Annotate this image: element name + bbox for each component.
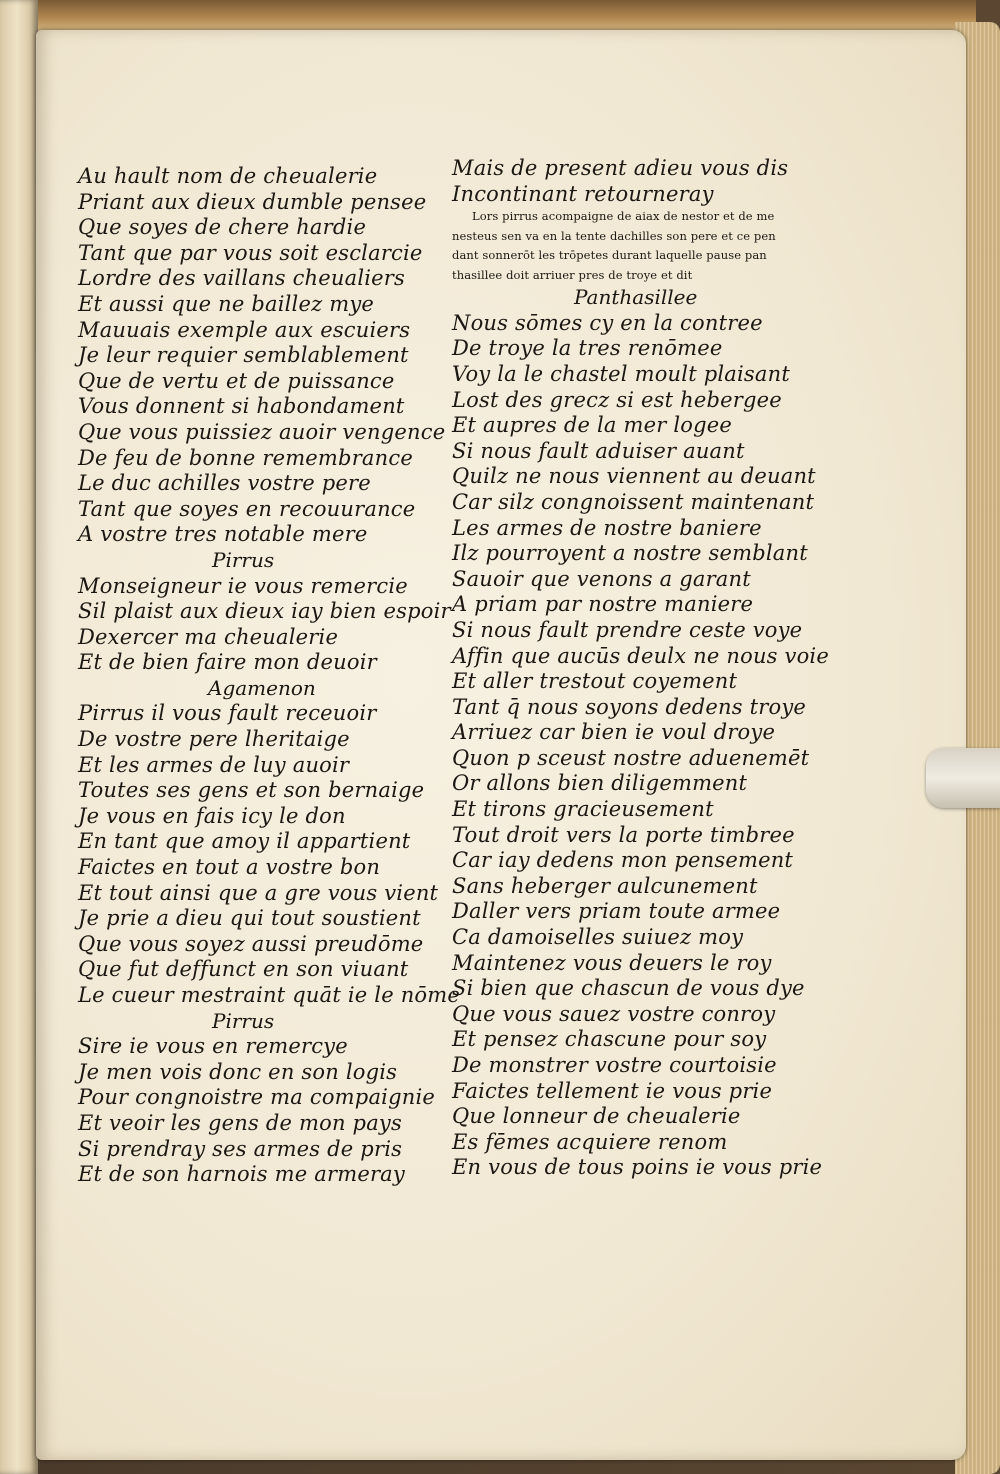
- verse-line: Si bien que chascun de vous dye: [452, 976, 805, 1001]
- verse-line: Et tout ainsi que a gre vous vient: [78, 880, 439, 905]
- verse-line: Monseigneur ie vous remercie: [78, 573, 408, 598]
- verse-line: Le duc achilles vostre pere: [78, 471, 371, 496]
- right-top-verse: [452, 156, 832, 207]
- verse-line: Que lonneur de cheualerie: [452, 1104, 741, 1129]
- verse-line: Sire ie vous en remercye: [78, 1034, 348, 1059]
- verse-line: Toutes ses gens et son bernaige: [78, 778, 425, 803]
- bookmark-tab: [926, 748, 1000, 808]
- verse-line: Quilz ne nous viennent au deuant: [452, 464, 816, 489]
- verse-line: Incontinant retourneray: [452, 181, 714, 206]
- verse-line: Faictes tellement ie vous prie: [452, 1078, 773, 1103]
- verse-line: Maintenez vous deuers le roy: [452, 950, 772, 975]
- verse-line: Ilz pourroyent a nostre semblant: [452, 541, 808, 566]
- prose-line: nesteus sen va en la tente dachilles son pere et ce pen: [452, 228, 776, 243]
- prose-line: thasillee doit arriuer pres de troye et dit: [452, 267, 693, 282]
- verse-line: Que soyes de chere hardie: [78, 215, 367, 240]
- verse-line: Et pensez chascune pour soy: [452, 1027, 767, 1052]
- verse-line: A vostre tres notable mere: [78, 522, 368, 547]
- verse-line: Et aller trestout coyement: [452, 669, 738, 694]
- verse-line: Au hault nom de cheualerie: [78, 164, 378, 188]
- verse-line: A priam par nostre maniere: [452, 592, 754, 617]
- verse-line: De troye la tres renōmee: [452, 336, 723, 361]
- verse-line: Je men vois donc en son logis: [78, 1059, 398, 1084]
- verse-line: Affin que aucūs deulx ne nous voie: [452, 643, 829, 668]
- verse-line: Si nous fault prendre ceste voye: [452, 617, 803, 642]
- verse-line: Sauoir que venons a garant: [452, 566, 751, 591]
- verse-line: Dexercer ma cheualerie: [78, 624, 339, 649]
- verse-line: Priant aux dieux dumble pensee: [78, 189, 427, 214]
- verse-line: Que fut deffunct en son viuant: [78, 957, 409, 982]
- verse-line: Pirrus il vous fault receuoir: [78, 701, 377, 726]
- verse-line: Je vous en fais icy le don: [78, 803, 346, 828]
- verse-line: Daller vers priam toute armee: [452, 899, 781, 924]
- verse-line: De feu de bonne remembrance: [78, 445, 413, 470]
- verse-line: Que vous sauez vostre conroy: [452, 1001, 776, 1026]
- verse-line: Tant que par vous soit esclarcie: [78, 240, 423, 265]
- verse-line: Le cueur mestraint quāt ie le nōme: [78, 983, 461, 1007]
- verse-line: Vous donnent si habondament: [78, 394, 405, 419]
- verse-line: Et tirons gracieusement: [452, 797, 714, 822]
- verse-line: En tant que amoy il appartient: [78, 829, 411, 854]
- verse-line: Car iay dedens mon pensement: [452, 848, 794, 873]
- speaker-name: Panthasillee: [574, 285, 698, 310]
- verse-line: Lordre des vaillans cheualiers: [78, 266, 405, 291]
- verse-line: Et de son harnois me armeray: [78, 1162, 405, 1187]
- verse-line: Et aussi que ne baillez mye: [78, 291, 375, 316]
- verse-line: Si prendray ses armes de pris: [78, 1136, 403, 1161]
- verse-line: Car silz congnoissent maintenant: [452, 489, 815, 514]
- speaker-name: Pirrus: [212, 1008, 275, 1033]
- prose-line: dant sonnerōt les trōpetes durant laquelle pause pan: [452, 248, 767, 263]
- left-page-edge: [0, 0, 38, 1474]
- verse-line: Or allons bien diligemment: [452, 771, 748, 796]
- verse-line: Tant que soyes en recouurance: [78, 496, 416, 521]
- verse-line: Arriuez car bien ie voul droye: [452, 720, 776, 745]
- verse-line: Tant q̄ nous soyons dedens troye: [452, 694, 807, 719]
- verse-line: Faictes en tout a vostre bon: [78, 855, 381, 880]
- verse-line: Pour congnoistre ma compaignie: [78, 1085, 435, 1110]
- verse-line: Quon p sceust nostre aduenemēt: [452, 745, 810, 770]
- verse-line: Et de bien faire mon deuoir: [78, 650, 377, 675]
- right-verse: [452, 311, 832, 1181]
- verse-line: Es fēmes acquiere renom: [452, 1129, 728, 1154]
- verse-line: Et aupres de la mer logee: [452, 413, 733, 438]
- speaker-name: Agamenon: [208, 675, 316, 700]
- verse-line: Nous sōmes cy en la contree: [452, 310, 763, 335]
- verse-line: Que vous puissiez auoir vengence: [78, 419, 446, 444]
- verse-line: Je prie a dieu qui tout soustient: [78, 906, 421, 931]
- left-text-column: [78, 164, 461, 1188]
- verse-line: Les armes de nostre baniere: [452, 515, 762, 540]
- verse-line: Que vous soyez aussi preudōme: [78, 931, 424, 956]
- verse-line: Si nous fault aduiser auant: [452, 438, 745, 463]
- verse-line: Lost des grecz si est hebergee: [452, 387, 782, 412]
- stage-direction-prose: [452, 207, 832, 285]
- right-text-column: [452, 156, 832, 1181]
- verse-line: Et les armes de luy auoir: [78, 752, 350, 777]
- verse-line: Tout droit vers la porte timbree: [452, 822, 795, 847]
- verse-line: Ca damoiselles suiuez moy: [452, 925, 744, 950]
- verse-line: De vostre pere lheritaige: [78, 727, 350, 752]
- verse-line: Voy la le chastel moult plaisant: [452, 361, 790, 386]
- verse-line: Mauuais exemple aux escuiers: [78, 317, 411, 342]
- verse-line: Que de vertu et de puissance: [78, 368, 395, 393]
- verse-line: Je leur requier semblablement: [78, 343, 409, 368]
- verse-line: Sans heberger aulcunement: [452, 873, 758, 898]
- verse-line: Et veoir les gens de mon pays: [78, 1110, 402, 1135]
- speaker-name: Pirrus: [212, 547, 275, 572]
- prose-line: Lors pirrus acompaigne de aiax de nestor et de me: [472, 209, 775, 224]
- verse-line: Mais de present adieu vous dis: [452, 156, 789, 180]
- verse-line: En vous de tous poins ie vous prie: [452, 1155, 823, 1180]
- verse-line: Sil plaist aux dieux iay bien espoir: [78, 599, 451, 624]
- book-top-edge: [36, 0, 976, 34]
- verse-line: De monstrer vostre courtoisie: [452, 1053, 777, 1077]
